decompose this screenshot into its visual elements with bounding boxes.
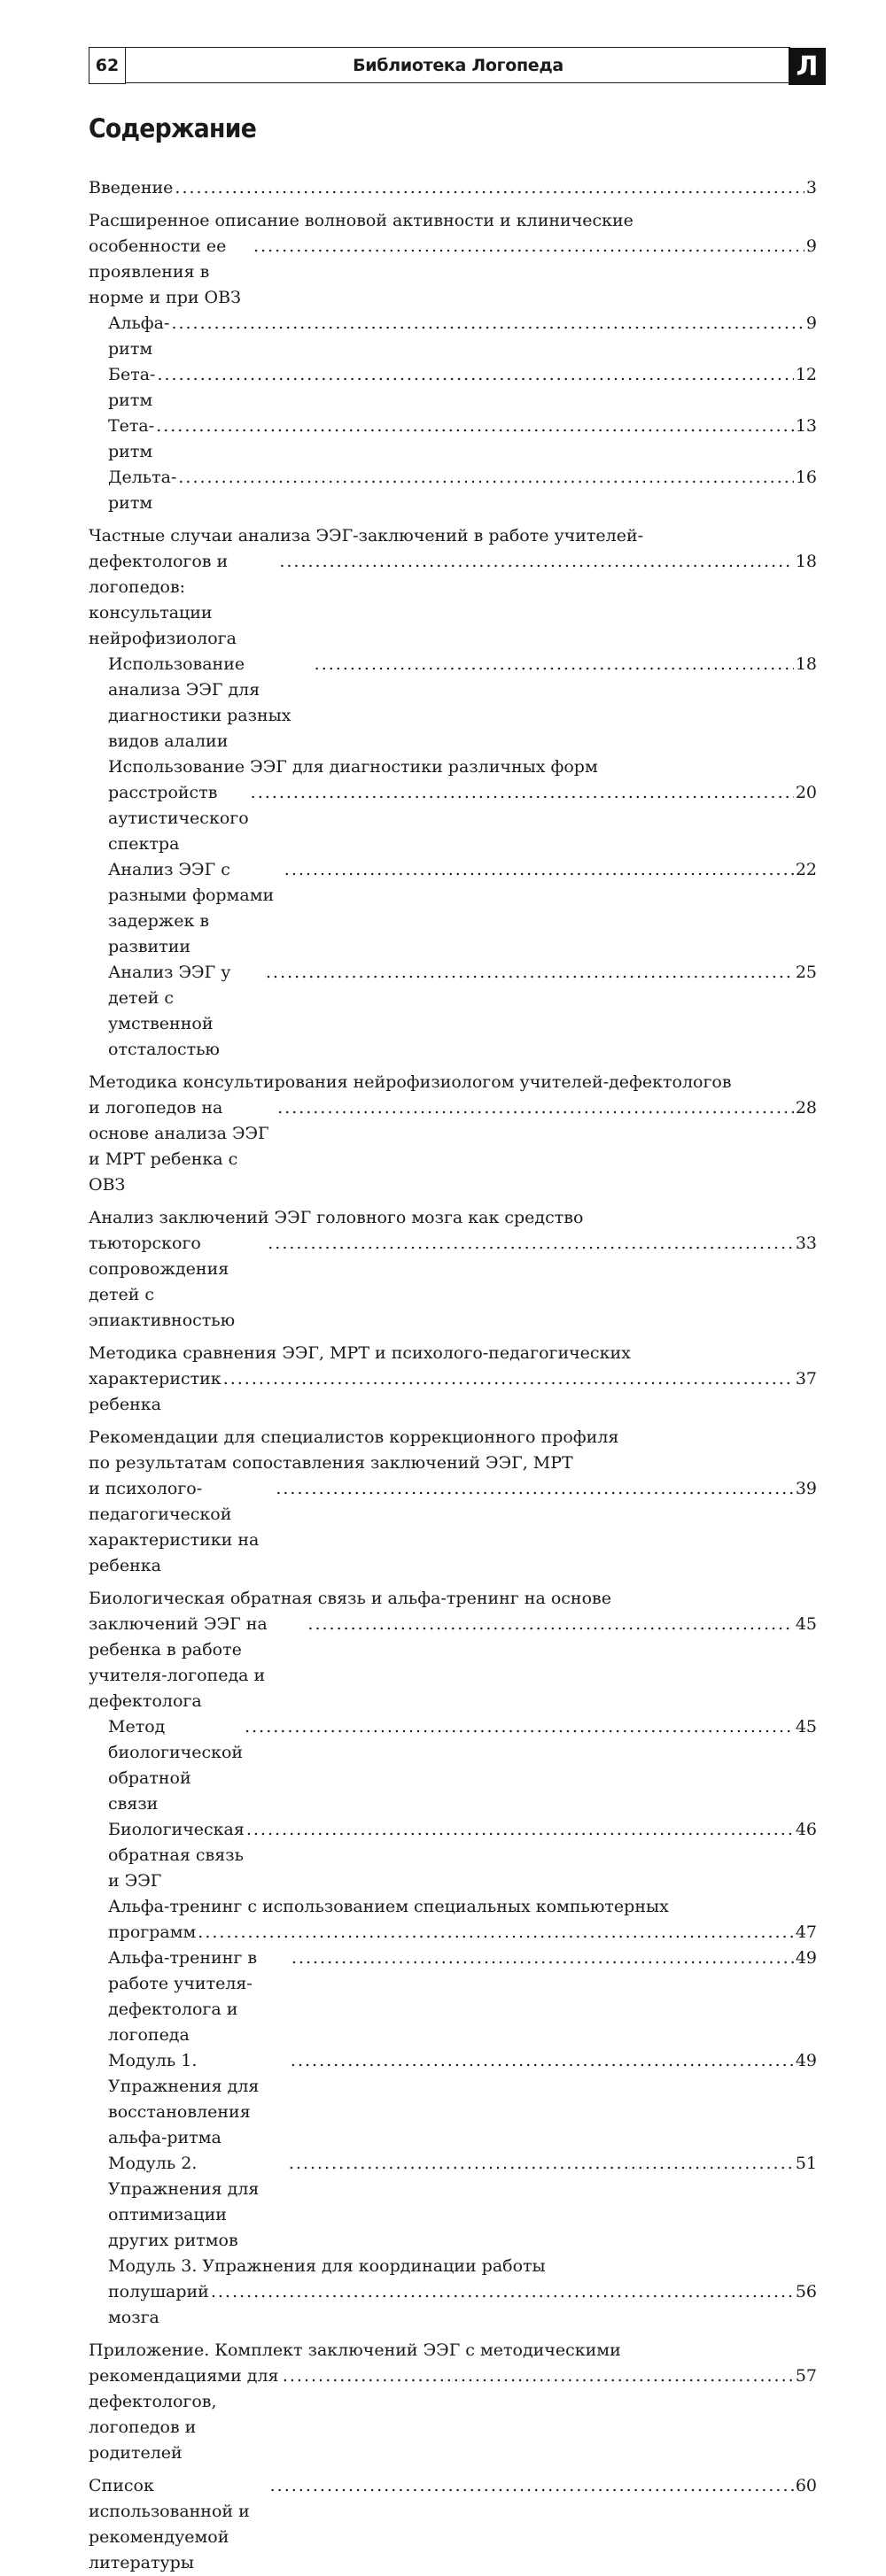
toc-entry	[89, 175, 817, 201]
toc-page-number: 47	[795, 1922, 817, 1942]
toc-entry-title: расстройств аутистического спектра	[108, 783, 249, 854]
toc-entry-title: Тета-ритм	[108, 416, 155, 461]
toc-entry-title: Введение	[89, 178, 174, 197]
dot-leader	[251, 780, 794, 806]
header-title: Библиотека Логопеда	[353, 56, 563, 75]
toc-page-number: 45	[795, 1717, 817, 1737]
toc-entry-title: Метод биологической обратной связи	[108, 1717, 244, 1814]
toc-page-number: 3	[805, 178, 817, 197]
toc-entry-title: Список использованной и рекомендуемой литературы	[89, 2476, 250, 2572]
toc-entry-line: Анализ заключений ЭЭГ головного мозга как средство	[89, 1208, 584, 1227]
toc-entry	[89, 754, 817, 857]
dot-leader	[270, 2473, 794, 2499]
toc-entry	[89, 1205, 817, 1334]
toc-entry-title: рекомендациями для дефектологов, логопедов и родителей	[89, 2366, 279, 2463]
dot-leader	[223, 1366, 794, 1392]
toc-entry-title: Бета-ритм	[108, 365, 156, 410]
toc-entry-line: Альфа-тренинг с использованием специальных компьютерных	[108, 1897, 669, 1916]
toc-entry-line: Методика консультирования нейрофизиологом учителей-дефектологов	[89, 1072, 732, 1092]
toc-entry-line: Расширенное описание волновой активности и клинические	[89, 211, 633, 230]
dot-leader	[175, 175, 804, 201]
toc-entry-title: заключений ЭЭГ на ребенка в работе учителя-логопеда и дефектолога	[89, 1614, 268, 1711]
dot-leader	[284, 857, 794, 883]
toc-entry	[89, 857, 817, 960]
toc-page-number: 9	[805, 313, 817, 333]
dot-leader	[276, 1476, 793, 1502]
dot-leader	[178, 465, 793, 491]
toc-entry	[89, 362, 817, 414]
toc-page-number: 49	[795, 2051, 817, 2070]
dot-leader	[253, 234, 804, 259]
toc-entry-title: особенности ее проявления в норме и при ОВЗ	[89, 236, 241, 307]
toc-entry	[89, 652, 817, 754]
toc-entry-title: Альфа-тренинг в работе учителя-дефектолога и логопеда	[108, 1948, 258, 2045]
toc-entry-title: Использование анализа ЭЭГ для диагностики разных видов алалии	[108, 654, 291, 751]
dot-leader	[277, 1095, 794, 1121]
toc-entry	[89, 1425, 817, 1579]
toc-entry-line: Использование ЭЭГ для диагностики различных форм	[108, 757, 598, 777]
toc-entry-line: Методика сравнения ЭЭГ, МРТ и психолого-педагогических	[89, 1343, 631, 1363]
toc-page-number: 22	[795, 860, 817, 879]
toc-entry	[89, 1070, 817, 1198]
toc-page-number: 56	[795, 2282, 817, 2301]
toc-entry	[89, 2338, 817, 2466]
dot-leader	[315, 652, 794, 677]
toc-entry	[89, 2473, 817, 2576]
toc-entry-line: Модуль 3. Упражнения для координации работы	[108, 2256, 546, 2276]
toc-page-number: 46	[795, 1820, 817, 1839]
toc-page-number: 12	[795, 365, 817, 384]
toc-entry	[89, 1894, 817, 1946]
toc-entry-title: Модуль 2. Упражнения для оптимизации других ритмов	[108, 2154, 260, 2250]
toc-page-number: 39	[795, 1479, 817, 1498]
toc-entry-title: характеристик ребенка	[89, 1369, 222, 1414]
dot-leader	[198, 1920, 794, 1946]
page-title: Содержание	[89, 113, 257, 143]
toc-page-number: 20	[795, 783, 817, 802]
dot-leader	[211, 2279, 794, 2305]
toc-page-number: 45	[795, 1614, 817, 1634]
table-of-contents	[89, 175, 817, 2576]
running-header	[89, 47, 826, 86]
toc-entry-title: Биологическая обратная связь и ЭЭГ	[108, 1820, 245, 1891]
toc-entry	[89, 311, 817, 362]
toc-entry-title: полушарий мозга	[108, 2282, 209, 2327]
toc-page-number: 33	[795, 1234, 817, 1253]
header-rule-bottom	[126, 82, 790, 83]
toc-entry	[89, 1817, 817, 1894]
toc-page-number: 13	[795, 416, 817, 436]
toc-entry-title: и логопедов на основе анализа ЭЭГ и МРТ ребенка с ОВЗ	[89, 1098, 269, 1195]
dot-leader	[266, 960, 794, 986]
toc-entry-title: Дельта-ритм	[108, 468, 177, 513]
toc-entry-line: по результатам сопоставления заключений ЭЭГ, МРТ	[89, 1453, 573, 1473]
toc-entry	[89, 2048, 817, 2151]
toc-entry	[89, 2151, 817, 2254]
toc-entry	[89, 1341, 817, 1418]
dot-leader	[307, 1612, 793, 1637]
toc-entry-title: Анализ ЭЭГ у детей с умственной отсталостью	[108, 963, 231, 1059]
dot-leader	[279, 549, 793, 575]
toc-entry-title: дефектологов и логопедов: консультации нейрофизиолога	[89, 552, 237, 648]
toc-entry	[89, 208, 817, 311]
toc-page-number: 16	[795, 468, 817, 487]
dot-leader	[283, 2363, 794, 2389]
toc-entry-title: Модуль 1. Упражнения для восстановления альфа-ритма	[108, 2051, 260, 2147]
dot-leader	[291, 1946, 794, 1971]
dot-leader	[156, 414, 794, 439]
toc-entry-title: и психолого-педагогической характеристики на ребенка	[89, 1479, 260, 1575]
dot-leader	[246, 1817, 794, 1843]
toc-entry-title: Альфа-ритм	[108, 313, 170, 359]
toc-entry-title: программ	[108, 1922, 197, 1942]
series-logo: Л	[789, 48, 826, 85]
toc-entry	[89, 2254, 817, 2331]
toc-entry-line: Частные случаи анализа ЭЭГ-заключений в работе учителей-	[89, 526, 644, 545]
toc-entry	[89, 1714, 817, 1817]
toc-page-number: 9	[805, 236, 817, 256]
toc-entry	[89, 523, 817, 652]
toc-entry-line: Приложение. Комплект заключений ЭЭГ с методическими	[89, 2340, 621, 2360]
dot-leader	[245, 1714, 794, 1740]
toc-entry-title: Анализ ЭЭГ с разными формами задержек в развитии	[108, 860, 275, 956]
dot-leader	[171, 311, 804, 337]
toc-page-number: 18	[795, 654, 817, 674]
toc-page-number: 57	[795, 2366, 817, 2386]
toc-entry	[89, 960, 817, 1063]
toc-page-number: 18	[795, 552, 817, 571]
toc-entry-line: Рекомендации для специалистов коррекционного профиля	[89, 1427, 619, 1447]
dot-leader	[289, 2151, 794, 2177]
toc-page-number: 28	[795, 1098, 817, 1118]
toc-page-number: 37	[795, 1369, 817, 1389]
toc-entry	[89, 414, 817, 465]
toc-page-number: 25	[795, 963, 817, 982]
toc-entry	[89, 1586, 817, 1714]
toc-entry-line: Биологическая обратная связь и альфа-тренинг на основе	[89, 1589, 611, 1608]
dot-leader	[268, 1231, 794, 1257]
dot-leader	[157, 362, 793, 388]
toc-entry	[89, 465, 817, 516]
toc-page-number: 49	[795, 1948, 817, 1968]
toc-page-number: 60	[795, 2476, 817, 2495]
toc-entry-title: тьюторского сопровождения детей с эпиактивностью	[89, 1234, 236, 1330]
dot-leader	[291, 2048, 794, 2074]
toc-page-number: 51	[795, 2154, 817, 2173]
toc-entry	[89, 1946, 817, 2048]
header-page-number: 62	[89, 47, 126, 84]
